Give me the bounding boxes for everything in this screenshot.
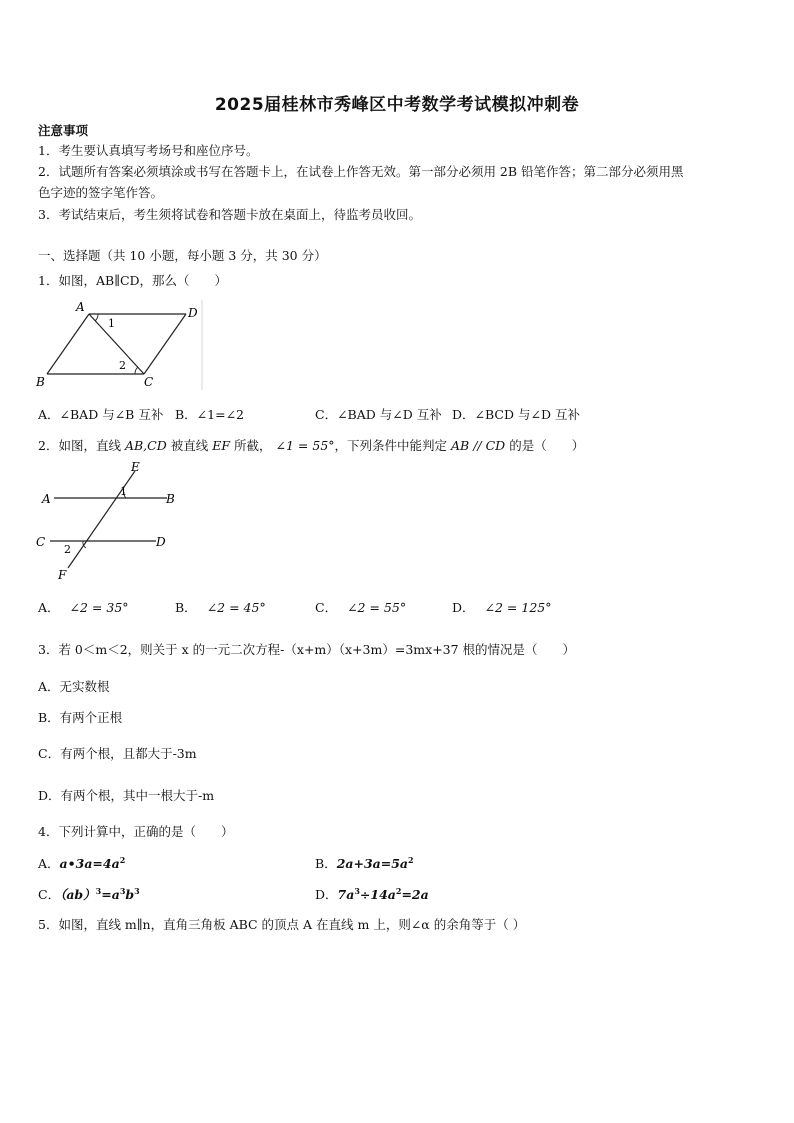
section-heading: 一、选择题（共 10 小题，每小题 3 分，共 30 分） [38, 248, 327, 263]
question-1-option-c: C．∠BAD 与∠D 互补 [315, 407, 442, 422]
label-b: B [166, 492, 175, 506]
label-c: C [36, 535, 46, 549]
question-5-stem: 5．如图，直线 m∥n，直角三角板 ABC 的顶点 A 在直线 m 上，则∠α 的余角等于（ ） [38, 917, 526, 932]
label-a: A [42, 492, 51, 506]
label-a: A [76, 300, 85, 314]
notice-heading: 注意事项 [38, 123, 89, 138]
question-1-option-d: D．∠BCD 与∠D 互补 [452, 407, 580, 422]
label-f: F [58, 568, 67, 582]
notice-item: 色字迹的签字笔作答。 [38, 185, 164, 200]
notice-item: 2．试题所有答案必须填涂或书写在答题卡上，在试卷上作答无效。第一部分必须用 2B 铅笔作答；第二部分必须用黑 [38, 164, 684, 179]
label-e: E [131, 460, 140, 474]
question-4-stem: 4．下列计算中，正确的是（ ） [38, 824, 234, 839]
question-3-option-a: A．无实数根 [38, 679, 110, 694]
question-2-option-b: B． ∠2 = 45° [175, 600, 266, 615]
question-2-option-a: A． ∠2 = 35° [38, 600, 129, 615]
label-angle-2: 2 [119, 359, 126, 372]
question-4-option-a: A．$a•3a=4a^2$ [38, 854, 126, 871]
label-d: D [156, 535, 166, 549]
angle-2-arc [135, 367, 138, 374]
question-4-option-d: D．$7a^3\div 14a^2=2a$ [315, 885, 429, 902]
question-1-stem: 1．如图，AB∥CD，那么（ ） [38, 273, 228, 288]
question-1-figure [34, 298, 214, 390]
question-3-stem: 3．若 0＜m＜2，则关于 x 的一元二次方程-（x+m）（x+3m）=3mx+37 根的情况是（ ） [38, 642, 576, 657]
question-2-figure [34, 460, 184, 584]
question-3-option-c: C．有两个根，且都大于-3m [38, 746, 197, 761]
label-c: C [144, 375, 154, 389]
question-1-option-a: A．∠BAD 与∠B 互补 [38, 407, 164, 422]
segment-ab [47, 314, 89, 374]
angle-1-arc [95, 314, 98, 321]
question-2-option-d: D． ∠2 = 125° [452, 600, 552, 615]
label-b: B [36, 375, 45, 389]
question-4-option-c: C．$(ab)^3=a^3b^3$ [38, 885, 140, 902]
label-angle-1: 1 [108, 317, 115, 330]
question-2-option-c: C． ∠2 = 55° [315, 600, 407, 615]
notice-item: 3．考试结束后，考生须将试卷和答题卡放在桌面上，待监考员收回。 [38, 207, 421, 222]
segment-dc [144, 314, 186, 374]
segment-ac [89, 314, 144, 374]
question-1-option-b: B．∠1=∠2 [175, 407, 245, 422]
question-3-option-b: B．有两个正根 [38, 710, 123, 725]
label-d: D [188, 306, 198, 320]
question-4-option-b: B．$2a+3a=5a^2$ [315, 854, 414, 871]
notice-item: 1．考生要认真填写考场号和座位序号。 [38, 143, 259, 158]
label-angle-1: 1 [120, 485, 127, 498]
label-angle-2: 2 [64, 543, 71, 556]
page-title: 2025届桂林市秀峰区中考数学考试模拟冲刺卷 [214, 95, 580, 115]
question-2-stem: 2．如图，直线 AB,CD 被直线 EF 所截， ∠1 = 55°，下列条件中能判定 AB // CD 的是（ ） [38, 438, 585, 453]
question-3-option-d: D．有两个根，其中一根大于-m [38, 788, 215, 803]
